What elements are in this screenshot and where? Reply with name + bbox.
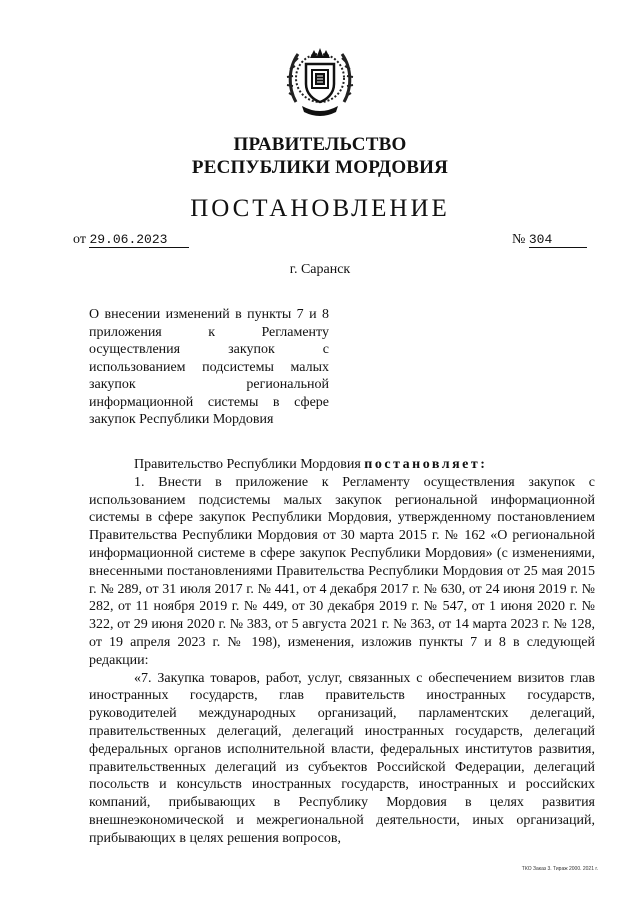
- coat-of-arms-icon: [284, 38, 356, 122]
- document-subject: О внесении изменений в пункты 7 и 8 приложения к Регламенту осуществления закупок с использованием подсистемы малых закупок региональной информационной системы в сфере закупок Республики Мордовия: [89, 307, 329, 427]
- date-prefix: от: [73, 232, 86, 247]
- document-number: 304: [529, 232, 587, 248]
- paragraph-2: «7. Закупка товаров, работ, услуг, связанных с обеспечением визитов глав иностранных государств, глав правительств иностранных государств, руководителей международных организаций, парламентских делегаций, правительственных делегаций, делегаций иностранных государств, делегаций федеральных органов исполнительной власти, федеральных институтов развития, правительственных делегаций из субъектов Российской Федерации, делегаций посольств и консульств иностранных государств, иностранных и российских компаний, прибывающих в Республику Мордовия в целях развития внешнеэкономической и межрегиональной деятельности, иных организаций, прибывающих в целях решения вопросов,: [89, 670, 595, 846]
- government-title-line2: РЕСПУБЛИКИ МОРДОВИЯ: [191, 157, 449, 178]
- number-prefix: №: [512, 232, 526, 247]
- document-body: [89, 456, 595, 848]
- document-date: 29.06.2023: [89, 232, 189, 248]
- document-type-title: ПОСТАНОВЛЕНИЕ: [190, 195, 450, 222]
- date-block: [73, 232, 189, 248]
- paragraph-1: 1. Внести в приложение к Регламенту осуществления закупок с использованием подсистемы малых закупок региональной информационной системы в сфере закупок Республики Мордовия, утвержденному постановлением Правительства Республики Мордовия от 30 марта 2015 г. № 162 «О региональной информационной системе в сфере закупок Республики Мордовия» (с изменениями, внесенными постановлениями Правительства Республики Мордовия от 25 мая 2015 г. № 289, от 31 июля 2017 г. № 441, от 4 декабря 2017 г. № 630, от 24 июня 2019 г. № 282, от 11 ноября 2019 г. № 449, от 30 декабря 2019 г. № 547, от 1 июня 2020 г. № 322, от 29 июня 2020 г. № 383, от 5 августа 2021 г. № 363, от 14 марта 2023 г. № 128, от 19 апреля 2023 г. № 198), изменения, изложив пункты 7 и 8 в следующей редакции:: [89, 474, 595, 668]
- government-title-line1: ПРАВИТЕЛЬСТВО: [233, 134, 407, 155]
- intro-text: Правительство Республики Мордовия: [134, 457, 365, 472]
- print-footer-note: ТКО Заказ 3. Тираж 2000. 2021 г.: [521, 866, 598, 872]
- number-block: [512, 232, 587, 248]
- city-label: г. Саранск: [289, 262, 351, 277]
- intro-paragraph: [89, 456, 595, 474]
- intro-verb: постановляет:: [364, 457, 488, 472]
